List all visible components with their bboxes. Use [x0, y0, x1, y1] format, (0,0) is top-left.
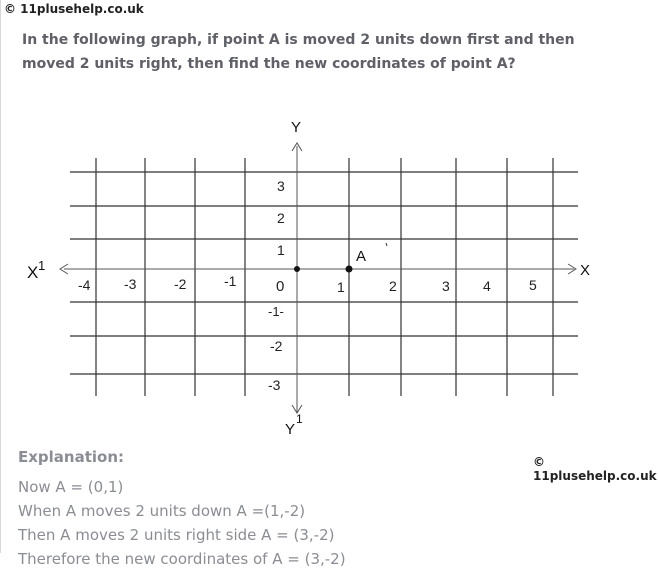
x-tick-label: 2 — [389, 278, 397, 294]
x-tick-label: 5 — [529, 277, 537, 293]
explanation-line: Now A = (0,1) — [18, 478, 124, 496]
explanation-line: When A moves 2 units down A =(1,-2) — [18, 502, 306, 520]
question-text: In the following graph, if point A is moved 2 units down first and then moved 2 units right, then find the new coordinates of point A? — [22, 32, 575, 72]
y-tick-label: 3 — [277, 178, 285, 194]
x-tick-label: 1 — [337, 279, 345, 295]
x-axis-neg-prime: 1 — [38, 258, 46, 273]
watermark-right: © 11plusehelp.co.uk — [533, 455, 657, 483]
y-axis-neg-label: Y — [285, 421, 296, 438]
y-tick-label: -3 — [268, 377, 281, 393]
y-tick-label: -1- — [268, 304, 284, 319]
x-tick-label: 4 — [483, 278, 491, 294]
explanation-heading: Explanation: — [18, 448, 125, 466]
explanation-line: Then A moves 2 units right side A = (3,-2) — [18, 526, 335, 544]
point-a-label: A — [356, 248, 367, 265]
y-tick-label: 1 — [277, 242, 285, 258]
x-tick-label: -2 — [174, 276, 187, 292]
y-tick-label: -2 — [270, 338, 283, 354]
x-axis-label: X — [580, 262, 591, 279]
x-axis-neg-label: X — [27, 263, 39, 282]
y-axis-neg-prime: 1 — [296, 412, 303, 426]
x-tick-label: -1 — [224, 273, 237, 289]
explanation-line: Therefore the new coordinates of A = (3,-2) — [18, 550, 346, 568]
y-axis-label: Y — [291, 119, 302, 136]
x-tick-label: -4 — [78, 277, 91, 293]
origin-point — [294, 266, 300, 272]
x-tick-label: -3 — [124, 276, 137, 292]
y-tick-label: 2 — [277, 210, 285, 226]
watermark-top: © 11plusehelp.co.uk — [4, 2, 144, 16]
stray-mark — [386, 243, 387, 246]
grid-lines — [70, 158, 578, 396]
x-tick-label: 3 — [442, 278, 450, 294]
point-a — [346, 266, 353, 273]
origin-label: 0 — [276, 278, 285, 295]
